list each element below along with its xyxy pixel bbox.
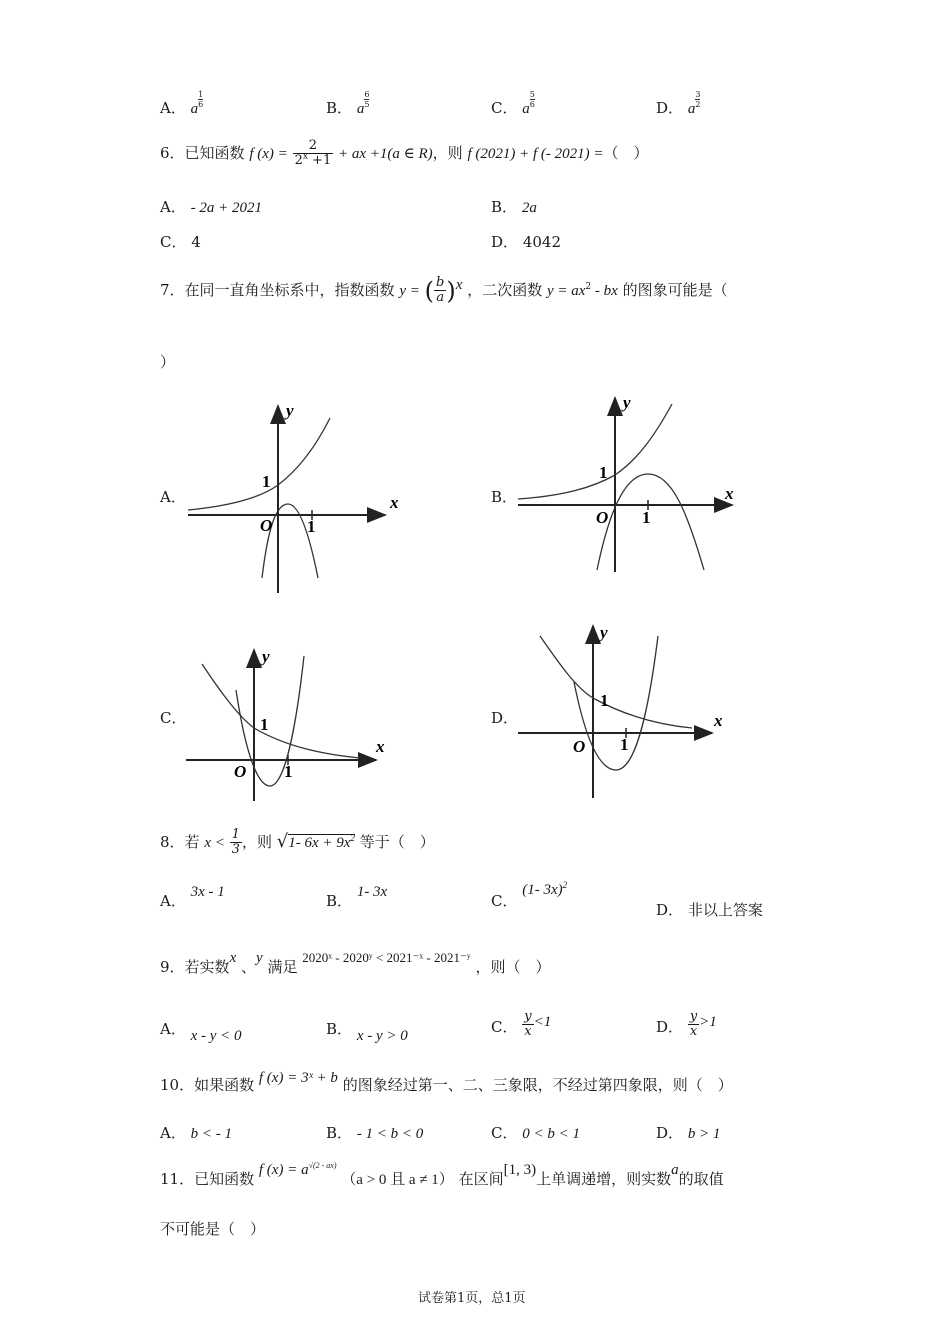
q8-option-a[interactable]: A． 3x - 1 (160, 884, 225, 910)
y-label: y (600, 623, 608, 642)
q8-option-d[interactable]: D． 非以上答案 (656, 901, 763, 919)
page-footer: 试卷第1页，总1页 (418, 1291, 526, 1306)
q9-option-c[interactable]: C． $\frac{y}{x}$ <1 (491, 1009, 552, 1040)
q9-option-b[interactable]: B． x - y > 0 (326, 1020, 408, 1044)
exp-curve (188, 418, 330, 510)
q11-stem: 11．已知函数 f $(x) = a^{√(2 - ax)}$ （a > 0 且 a ≠ 1） 在区间[1, 3)上单调递增，则实数a的取值 (160, 1161, 724, 1188)
q8-option-b[interactable]: B． 1- 3x (326, 884, 388, 910)
x-one-label: 1 (642, 508, 651, 527)
x-label: x (376, 737, 385, 756)
q5-option-d[interactable]: D． a $\frac{3}{2}$ (656, 90, 701, 117)
q7-option-b-label[interactable]: B． (491, 488, 518, 506)
exp-curve (540, 636, 692, 728)
graph-a[interactable] (180, 398, 400, 598)
y-one-label: 1 (260, 715, 269, 734)
y-label: y (623, 393, 631, 412)
q7-option-c-label[interactable]: C． (160, 709, 187, 727)
exp-curve (518, 404, 672, 499)
x-one-label: 1 (307, 517, 316, 536)
q5-option-b[interactable]: B． a $\frac{6}{5}$ (326, 90, 370, 117)
x-one-label: 1 (620, 735, 629, 754)
q10-option-b[interactable]: B． - 1 < b < 0 (326, 1124, 424, 1142)
graph-b[interactable] (512, 392, 752, 577)
q7-stem-close: ） (160, 353, 176, 371)
q6-option-d[interactable]: D． 4042 (491, 233, 561, 251)
parabola (574, 636, 658, 770)
q9-option-a[interactable]: A． x - y < 0 (160, 1020, 242, 1044)
origin-label: O (260, 516, 273, 535)
x-label: x (725, 484, 734, 503)
q8-option-c[interactable]: C． (1- 3x)$^2$ (491, 880, 568, 910)
q7-stem: 7．在同一直角坐标系中，指数函数 y = ( $\frac{b}{a}$ )$^x$ ，二次函数 $y = ax^2$ - bx 的图象可能是（ (160, 275, 728, 306)
y-label: y (262, 647, 270, 666)
origin-label: O (573, 737, 586, 756)
y-one-label: 1 (599, 463, 608, 482)
origin-label: O (234, 762, 247, 781)
q6-option-b[interactable]: B． 2a (491, 198, 537, 216)
y-one-label: 1 (262, 472, 271, 491)
origin-label: O (596, 508, 609, 527)
parabola (597, 474, 704, 570)
q7-option-a-label[interactable]: A． (160, 488, 186, 506)
q5-option-a[interactable]: A． a $\frac{1}{6}$ (160, 90, 204, 117)
q6-option-c[interactable]: C． 4 (160, 233, 201, 251)
q8-stem: 8．若 x < $\frac{1}{3}$ ，则 √1- $6x + 9x^2$ 等于（ ） (160, 827, 435, 858)
y-label: y (286, 401, 294, 420)
q6-option-a[interactable]: A． - 2a + 2021 (160, 198, 262, 216)
y-one-label: 1 (600, 691, 609, 710)
q7-option-d-label[interactable]: D． (491, 709, 519, 727)
q6-stem: 6．已知函数 f (x) = $\frac{2}{2^x +1}$ + ax +1(a ∈ R)，则 f (2021) + f (- 2021) =（ ） (160, 138, 649, 169)
q10-option-a[interactable]: A． b < - 1 (160, 1124, 232, 1142)
q9-option-d[interactable]: D． $\frac{y}{x}$ >1 (656, 1009, 717, 1040)
q10-option-d[interactable]: D． b > 1 (656, 1124, 721, 1142)
graph-c[interactable] (180, 646, 400, 806)
q10-option-c[interactable]: C． 0 < b < 1 (491, 1124, 581, 1142)
q11-stem-cont: 不可能是（ ） (160, 1220, 266, 1238)
q10-stem: 10．如果函数 f (x) = 3ˣ + b 的图象经过第一、二、三象限，不经过第四象限，则（ ） (160, 1070, 733, 1094)
graph-d[interactable] (512, 622, 732, 802)
q5-option-c[interactable]: C． a $\frac{5}{6}$ (491, 90, 535, 117)
q9-stem: 9．若实数x 、y 满足 2020ˣ - 2020ʸ < 2021⁻ˣ - 2021⁻ʸ ，则（ ） (160, 950, 551, 976)
exp-curve (202, 664, 360, 758)
x-label: x (714, 711, 723, 730)
x-label: x (390, 493, 399, 512)
x-one-label: 1 (284, 762, 293, 781)
